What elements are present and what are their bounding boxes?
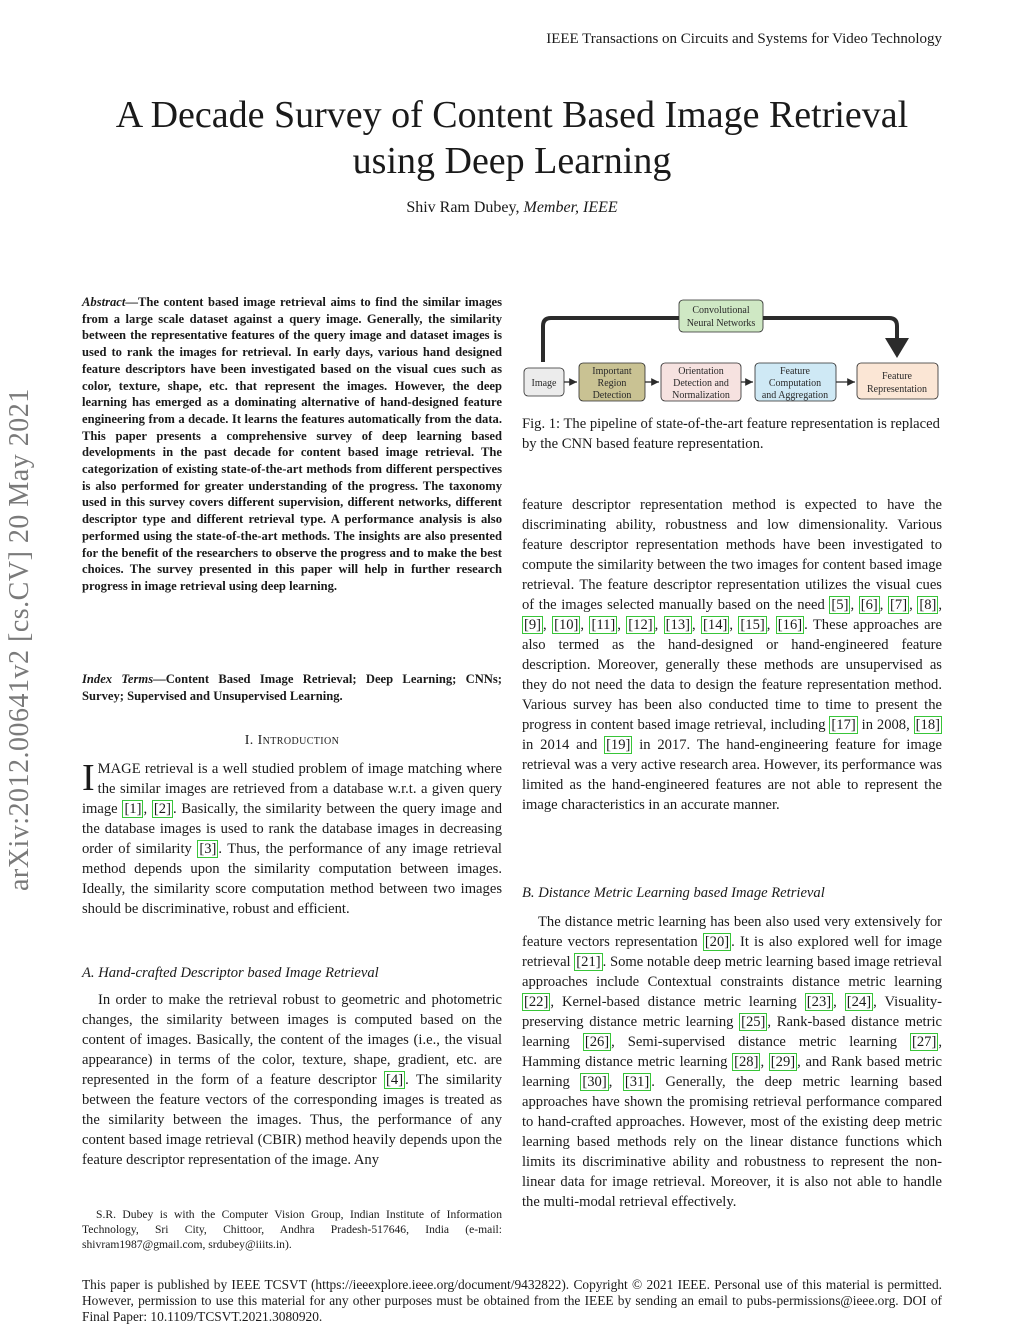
feature-representation-label: Representation (867, 384, 927, 395)
subsection-heading-hand-crafted: A. Hand-crafted Descriptor based Image Retrieval (82, 965, 379, 981)
feature-computation-label: and Aggregation (761, 390, 829, 401)
citation-link[interactable]: [2] (153, 801, 171, 817)
paragraph-text: . The similarity between the feature vectors of the corresponding images is treated as the similarity between the images. Thus, the performance of any content based image retrieval (CBIR) method heavily depends upon the feature descriptor representation of the image. Any (82, 1072, 503, 1168)
index-terms-label: Index Terms (82, 672, 154, 686)
paper-title-line-2: using Deep Learning (352, 140, 672, 182)
paragraph-text: , Rank-based distance metric learning (522, 1014, 942, 1050)
right-column-paragraph: feature descriptor representation method is expected to have the discriminating ability, robustness and low dimensionality. Various feature descriptor representation methods have been investigated to compute the similarity between the two images for content based image retrieval. The feature descriptor representation utilizes the visual cues of the images selected manually based on the need [5] , [6] , [7] , [8] , [9] , [10] , [11] , [12] , [13] , [14] , [15] , [16] . These approaches are also termed as the hand-designed or hand-engineered feature description. Moreover, generally these methods are unsupervised as they do not need the data to design the feature representation method. Various survey has been also conducted time to time to present the progress in content based image retrieval, including [17] in 2008, [18] in 2014 and [19] in 2017. The hand-engineering feature for image retrieval was a very active research area. However, its performance was limited as the hand-engineered features are not able to represent the image characteristics in an accurate manner. (522, 497, 943, 813)
citation-link[interactable]: [13] (665, 617, 690, 633)
index-terms-text: —Content Based Image Retrieval; Deep Learning; CNNs; Survey; Supervised and Unsupervised Learning. (82, 672, 502, 703)
citation-link[interactable]: [10] (554, 617, 579, 633)
region-detection-label: Detection (592, 390, 632, 401)
arxiv-identifier: arXiv:2012.00641v2 [cs.CV] 20 May 2021 (4, 388, 35, 892)
paper-title-line-1: A Decade Survey of Content Based Image Retrieval (115, 94, 909, 136)
drop-cap: I (82, 757, 95, 799)
paragraph-text: . Generally, the deep metric learning based approaches have shown the promising retrieval performance compared to hand-crafted approaches. However, most of the existing deep metric learning based methods rely on the linear distance functions which limits its discriminative ability and robustness to represent the non-linear data for image retrieval. Moreover, it is also not able to handle the multi-modal retrieval effectively. (522, 1074, 943, 1210)
citation-link[interactable]: [28] (734, 1054, 759, 1070)
paragraph-text: , Hamming distance metric learning (522, 1034, 942, 1070)
citation-link[interactable]: [22] (524, 994, 549, 1010)
citation-link[interactable]: [19] (606, 737, 631, 753)
paragraph-text: in 2008, (857, 717, 914, 733)
citation-link[interactable]: [17] (831, 717, 856, 733)
image-box-label: Image (531, 378, 557, 389)
citation-link[interactable]: [11] (591, 617, 616, 633)
citation-link[interactable]: [5] (831, 597, 849, 613)
feature-computation-label: Feature (780, 366, 810, 377)
citation-link[interactable]: [23] (806, 994, 832, 1010)
citation-link[interactable]: [14] (703, 617, 728, 633)
paragraph-text: in 2014 and (522, 737, 605, 753)
journal-header: IEEE Transactions on Circuits and Systems for Video Technology (546, 31, 942, 47)
citation-link[interactable]: [24] (846, 994, 872, 1010)
paragraph-text: feature descriptor representation method is expected to have the discriminating ability, robustness and low dimensionality. Various feature descriptor representation methods have been investigated to compute the similarity between the two images for content based image retrieval. The feature descriptor representation utilizes the visual cues of the images selected manually based on the need (522, 497, 942, 613)
introduction-paragraph: IMAGE retrieval is a well studied problem of image matching where the similar images are retrieved from a database w.r.t. a given query image [1] , [2] . Basically, the similarity between the query image and the database images is used to rank the database images in decreasing order of similarity [3] . Thus, the performance of any image retrieval method depends upon the similarity computation between images. Ideally, the similarity score computation method between two images should be discriminative, robust and efficient. (82, 757, 503, 917)
distance-metric-paragraph: The distance metric learning has been also used very extensively for feature vectors representation [20] . It is also explored well for image retrieval [21] . Some notable deep metric learning based image retrieval approaches include Contextual constraints distance metric learning [22] , Kernel-based distance metric learning [23] , [24] , Visuality-preserving distance metric learning [25] , Rank-based distance metric learning [26] , Semi-supervised distance metric learning [27] , Hamming distance metric learning [28] , [29] , and Rank based metric learning [30] , [31] . Generally, the deep metric learning based approaches have shown the promising retrieval performance compared to hand-crafted approaches. However, most of the existing deep metric learning based methods rely on the linear distance functions which limits its discriminative ability and robustness to represent the non-linear data for image retrieval. Moreover, it is also not able to handle the multi-modal retrieval effectively. (522, 914, 943, 1210)
orientation-label: Orientation (678, 366, 724, 377)
region-detection-label: Important (592, 366, 632, 377)
citation-link[interactable]: [20] (704, 934, 730, 950)
cnn-output-path (762, 318, 897, 354)
author-name: Shiv Ram Dubey, (406, 199, 520, 216)
citation-link[interactable]: [7] (890, 597, 908, 613)
paragraph-text: . It is also explored well for image retrieval (522, 934, 942, 970)
section-number: I. (244, 733, 254, 748)
citation-link[interactable]: [16] (777, 617, 803, 633)
citation-link[interactable]: [27] (912, 1034, 937, 1050)
hand-crafted-paragraph (82, 990, 502, 1170)
paragraph-text: The distance metric learning has been also used very extensively for feature vectors representation (522, 914, 942, 950)
pipeline-diagram (522, 296, 942, 408)
abstract-text: —The content based image retrieval aims to find the similar images from a large scale dataset against a query image. Generally, the similarity between the representative features of the query image and dataset images is used to rank the images for retrieval. In early days, various hand designed feature descriptors have been investigated based on the visual cues such as color, texture, shape, etc. that represent the images. However, the deep learning has emerged as a dominating alternative of hand-designed feature engineering from a decade. It learns the features automatically from the data. This paper presents a comprehensive survey of deep learning based developments in the past decade for content based image retrieval. The categorization of existing state-of-the-art methods from different perspectives is also performed for greater understanding of the progress. The taxonomy used in this survey covers different supervision, different networks, different descriptor type and different retrieval type. A performance analysis is also performed using the state-of-the-art methods. The insights are also presented for the benefit of the researchers to observe the progress and to make the best choices. The survey presented in this paper will help in further research progress in image retrieval using deep learning. (82, 295, 502, 593)
citation-link[interactable]: [4] (386, 1072, 404, 1088)
feature-representation-label: Feature (882, 371, 912, 382)
citation-link[interactable]: [6] (860, 597, 878, 613)
cnn-box-label: Neural Networks (686, 318, 756, 329)
paragraph-text: In order to make the retrieval robust to geometric and photometric changes, the similarity between images is computed based on the content of images. Basically, the content of the images (i.e., the visual appearance) in terms of the color, texture, shape, gradient, etc. are represented in the form of a feature descriptor (82, 992, 502, 1088)
figure-caption: Fig. 1: The pipeline of state-of-the-art feature representation is replaced by the CNN based feature representation. (522, 416, 940, 452)
cnn-box-label: Convolutional (692, 305, 750, 316)
citation-link[interactable]: [25] (741, 1014, 766, 1030)
citation-link[interactable]: [31] (624, 1074, 650, 1090)
paragraph-text: in 2017. The hand-engineering feature for image retrieval was a very active research area. However, its performance was limited as the hand-engineered features are not able to represent the image characteristics in an accurate manner. (522, 737, 942, 813)
intro-text: MAGE retrieval is a well studied problem of image matching where the similar images are retrieved from a database w.r.t. a given query image (82, 761, 502, 817)
feature-computation-label: Computation (768, 378, 822, 389)
citation-link[interactable]: [3] (199, 841, 217, 857)
citation-link[interactable]: [26] (584, 1034, 610, 1050)
paragraph-text: , Semi-supervised distance metric learning (611, 1034, 911, 1050)
pipeline-figure (522, 296, 942, 408)
citation-link[interactable]: [1] (124, 801, 142, 817)
index-terms (82, 671, 502, 704)
paragraph-text: , Visuality-preserving distance metric learning (522, 994, 943, 1030)
author-footnote: S.R. Dubey is with the Computer Vision Group, Indian Institute of Information Technology, Sri City, Chittoor, Andhra Pradesh-517646, India (e-mail: shivram1987@gmail.com, srdubey@iiits.in). (82, 1208, 502, 1251)
orientation-label: Normalization (672, 390, 730, 401)
cnn-bypass-path (543, 318, 679, 362)
section-title: Introduction (257, 733, 340, 748)
subsection-heading-distance-metric: B. Distance Metric Learning based Image Retrieval (522, 885, 825, 901)
copyright-notice: This paper is published by IEEE TCSVT (https://ieeexplore.ieee.org/document/9432822). Copyright © 2021 IEEE. Personal use of this material is permitted. However, permission to use this material for any other purposes must be obtained from the IEEE by sending an email to pubs-permissions@ieee.org. DOI of Final Paper: 10.1109/TCSVT.2021.3080920. (82, 1277, 942, 1324)
citation-link[interactable]: [29] (770, 1054, 796, 1070)
citation-link[interactable]: [18] (915, 717, 940, 733)
section-heading-introduction (82, 733, 502, 749)
paragraph-text: . Some notable deep metric learning based image retrieval approaches include Contextual constraints distance metric learning (522, 954, 943, 990)
author-line (60, 199, 964, 217)
paragraph-text: , Kernel-based distance metric learning (550, 994, 805, 1010)
paper-title (60, 92, 964, 184)
abstract-label: Abstract (82, 295, 126, 309)
region-detection-label: Region (597, 378, 627, 389)
abstract (82, 294, 502, 595)
orientation-label: Detection and (673, 378, 729, 389)
intro-text: . Basically, the similarity between the query image and the database images is used to rank the database images in decreasing order of similarity (82, 801, 503, 857)
citation-link[interactable]: [9] (524, 617, 542, 633)
author-role: Member, IEEE (523, 199, 618, 216)
citation-link[interactable]: [21] (576, 954, 601, 970)
citation-link[interactable]: [12] (628, 617, 653, 633)
paragraph-text: , and Rank based metric learning (522, 1054, 942, 1090)
citation-link[interactable]: [15] (740, 617, 765, 633)
citation-link[interactable]: [8] (919, 597, 937, 613)
citation-link[interactable]: [30] (582, 1074, 607, 1090)
paragraph-text: . These approaches are also termed as the hand-designed or hand-engineered feature description. Moreover, generally these methods are unsupervised as they do not need the data to design the feature representation method. Various survey has been also conducted time to time to present the progress in content based image retrieval, including (522, 617, 942, 733)
intro-text: . Thus, the performance of any image retrieval method depends upon the similarity computation between images. Ideally, the similarity score computation method between two images should be discriminative, robust and efficient. (82, 841, 502, 917)
